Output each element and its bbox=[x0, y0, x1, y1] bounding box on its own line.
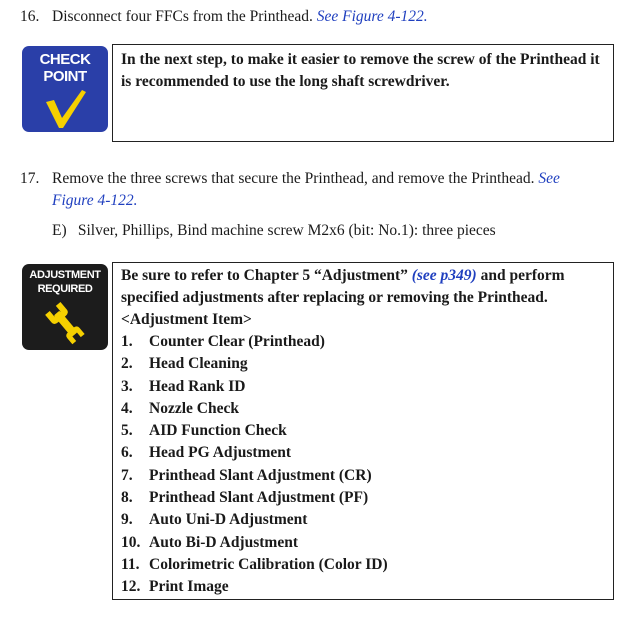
list-item: 9. Auto Uni-D Adjustment bbox=[121, 511, 308, 529]
list-item: 6. Head PG Adjustment bbox=[121, 444, 292, 462]
adjustment-intro-b: and perform specified adjustments after replacing or removing the Printhead. bbox=[121, 267, 565, 306]
wrench-icon bbox=[42, 300, 88, 346]
adjustment-label-line2: REQUIRED bbox=[37, 283, 93, 295]
list-item: 11. Colorimetric Calibration (Color ID) bbox=[121, 555, 388, 573]
adjustment-intro-a: Be sure to refer to Chapter 5 “Adjustment” bbox=[121, 267, 408, 284]
list-item: 5. AID Function Check bbox=[121, 422, 287, 440]
list-item: 8. Printhead Slant Adjustment (PF) bbox=[121, 489, 369, 507]
list-item: 10. Auto Bi-D Adjustment bbox=[121, 533, 298, 551]
adjustment-heading: <Adjustment Item> bbox=[121, 311, 252, 328]
checkmark-icon bbox=[44, 88, 88, 130]
step-text: Disconnect four FFCs from the Printhead. bbox=[52, 8, 313, 25]
adjustment-label-line1: ADJUSTMENT bbox=[29, 269, 101, 281]
figure-link-part1[interactable]: See bbox=[538, 170, 560, 187]
step-number: 16. bbox=[20, 8, 40, 25]
figure-link[interactable]: See Figure 4-122. bbox=[316, 8, 428, 25]
list-item: 7. Printhead Slant Adjustment (CR) bbox=[121, 466, 372, 484]
step-text: Remove the three screws that secure the Printhead, and remove the Printhead. bbox=[52, 170, 535, 187]
screw-letter: E) bbox=[52, 222, 67, 239]
step-17 bbox=[20, 168, 620, 212]
step-number: 17. bbox=[20, 170, 40, 187]
checkpoint-note bbox=[112, 44, 614, 142]
adjustment-note bbox=[112, 262, 614, 600]
checkpoint-badge bbox=[22, 46, 108, 132]
page-reference-link[interactable]: (see p349) bbox=[411, 267, 477, 284]
list-item: 2. Head Cleaning bbox=[121, 355, 248, 373]
list-item: 4. Nozzle Check bbox=[121, 399, 239, 417]
screw-spec bbox=[52, 220, 496, 242]
checkpoint-label-line1: CHECK bbox=[39, 51, 91, 68]
checkpoint-text: In the next step, to make it easier to remove the screw of the Printhead it is recommended to use the long shaft screwdriver. bbox=[121, 51, 600, 90]
list-item: 3. Head Rank ID bbox=[121, 377, 246, 395]
screw-text: Silver, Phillips, Bind machine screw M2x6 (bit: No.1): three pieces bbox=[77, 222, 496, 239]
adjustment-item-list bbox=[121, 331, 605, 599]
checkpoint-label-line2: POINT bbox=[43, 68, 87, 85]
list-item: 1. Counter Clear (Printhead) bbox=[121, 333, 325, 350]
figure-link-part2[interactable]: Figure 4-122. bbox=[52, 192, 138, 209]
list-item: 12. Print Image bbox=[121, 578, 229, 596]
adjustment-badge bbox=[22, 264, 108, 350]
adjustment-intro bbox=[121, 265, 605, 309]
step-16 bbox=[20, 6, 620, 28]
